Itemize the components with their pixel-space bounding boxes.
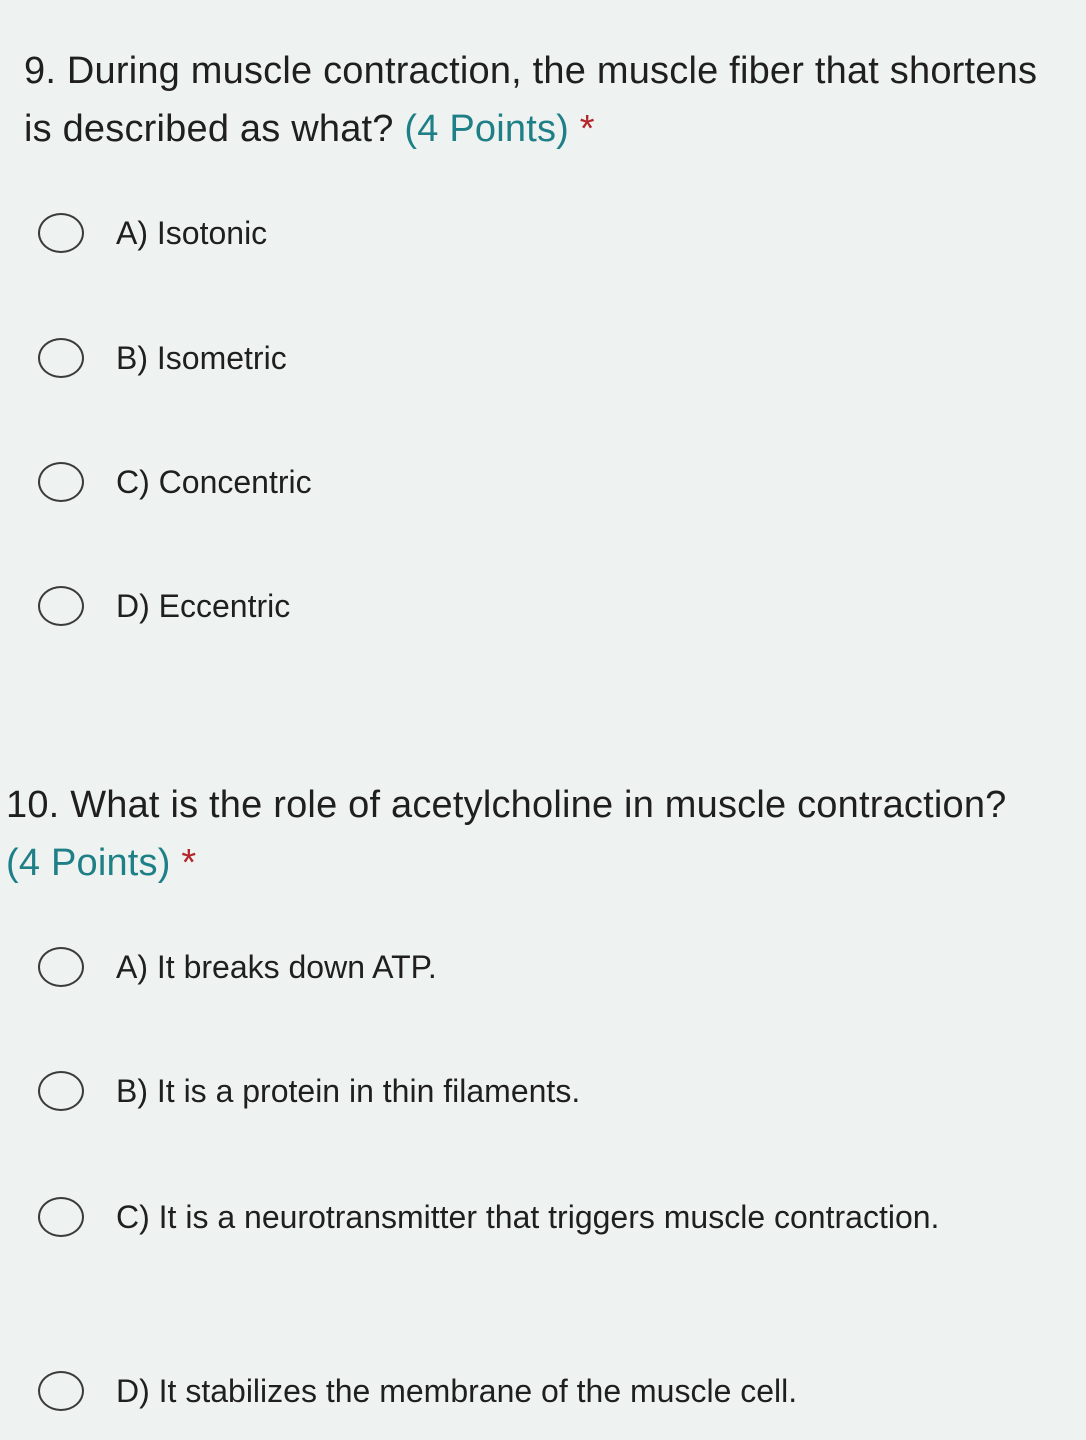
- radio-button[interactable]: [38, 947, 84, 987]
- question-10-number: 10.: [6, 784, 60, 826]
- question-10-option-d[interactable]: [38, 1360, 1038, 1422]
- question-9-option-b[interactable]: [38, 327, 1038, 389]
- radio-button[interactable]: [38, 1197, 84, 1237]
- option-label: A) Isotonic: [116, 215, 268, 251]
- question-9-option-a[interactable]: [38, 202, 1038, 264]
- radio-button[interactable]: [38, 1071, 84, 1111]
- radio-button[interactable]: [38, 213, 84, 253]
- question-9-points: (4 Points): [404, 108, 570, 150]
- radio-button[interactable]: [38, 462, 84, 502]
- question-10-option-a[interactable]: [38, 936, 1038, 998]
- question-10-option-c[interactable]: [38, 1186, 1038, 1248]
- question-9-required-mark: *: [579, 108, 595, 150]
- radio-button[interactable]: [38, 338, 84, 378]
- question-10-required-mark: *: [181, 842, 197, 884]
- option-label: B) It is a protein in thin filaments.: [116, 1073, 581, 1109]
- option-label: D) Eccentric: [116, 588, 291, 624]
- radio-button[interactable]: [38, 1371, 84, 1411]
- radio-button[interactable]: [38, 586, 84, 626]
- question-10-option-b[interactable]: [38, 1060, 1038, 1122]
- question-9-number: 9.: [24, 50, 57, 92]
- question-10-text: What is the role of acetylcholine in muscle contraction?: [70, 784, 1007, 826]
- question-10-points: (4 Points): [6, 842, 171, 884]
- question-9-option-c[interactable]: [38, 451, 1038, 513]
- question-9-text: During muscle contraction, the muscle fiber that shortens is described as what?: [24, 50, 1038, 150]
- question-9-option-d[interactable]: [38, 575, 1038, 637]
- option-label: D) It stabilizes the membrane of the muscle cell.: [116, 1373, 798, 1409]
- option-label: C) It is a neurotransmitter that triggers muscle contraction.: [116, 1199, 940, 1235]
- option-label: C) Concentric: [116, 464, 312, 500]
- question-10-title: [6, 776, 1046, 892]
- option-label: B) Isometric: [116, 340, 287, 376]
- option-label: A) It breaks down ATP.: [116, 949, 437, 985]
- question-9-title: [24, 42, 1064, 158]
